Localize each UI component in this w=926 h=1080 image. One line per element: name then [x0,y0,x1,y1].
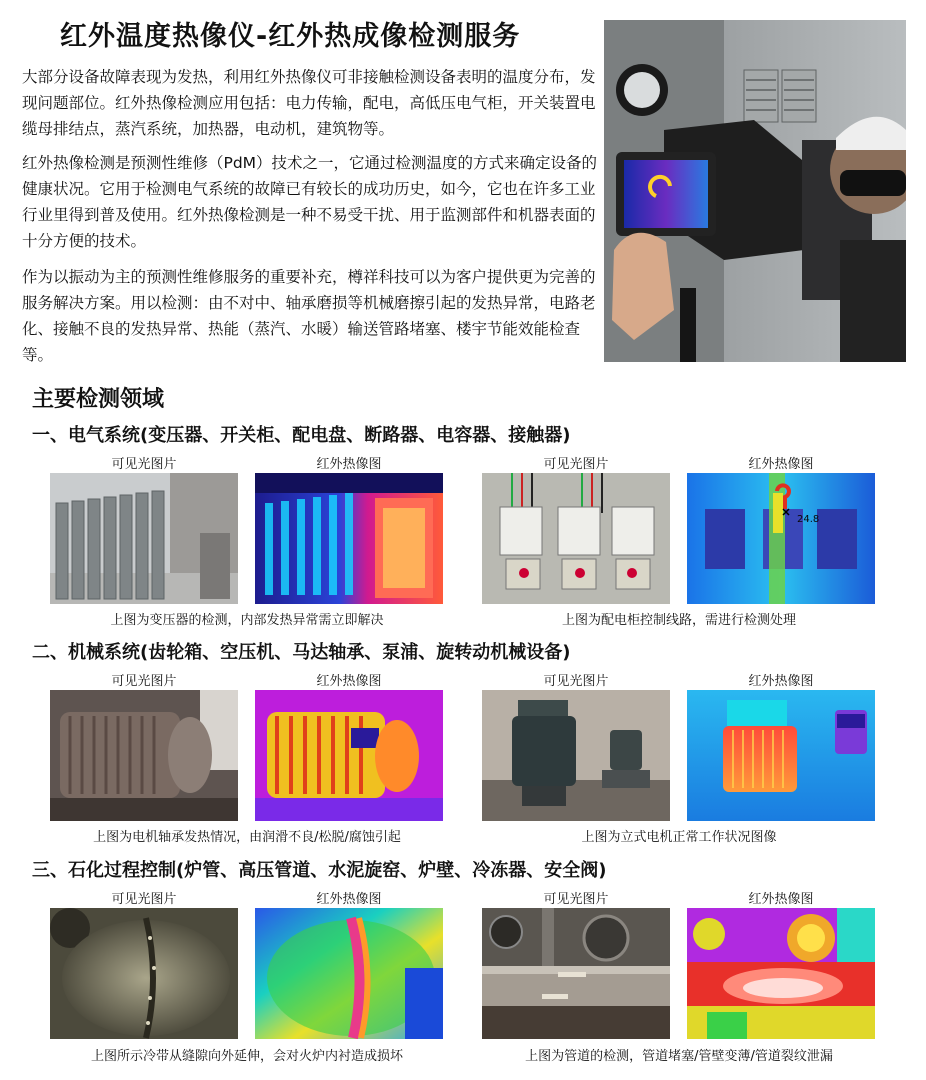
category-title-mechanical: 二、机械系统(齿轮箱、空压机、马达轴承、泵浦、旋转动机械设备) [32,642,571,663]
pipeline-visible-photo [482,908,670,1039]
temperature-readout: 24.8 [797,514,820,525]
label-visible: 可见光图片 [111,892,177,907]
section-title: 主要检测领域 [32,387,165,412]
furnace-pipe-visible-photo [50,908,238,1039]
motor-visible-photo [50,690,238,821]
category-title-petrochemical: 三、石化过程控制(炉管、高压管道、水泥旋窑、炉壁、冷冻器、安全阀) [32,860,607,881]
label-visible: 可见光图片 [543,457,609,472]
label-thermal: 红外热像图 [316,674,382,689]
furnace-pipe-thermal-photo [255,908,443,1039]
label-thermal: 红外热像图 [748,457,814,472]
transformer-visible-photo [50,473,238,604]
pipeline-thermal-photo [687,908,875,1039]
intro-paragraph-3: 作为以振动为主的预测性维修服务的重要补充，樽祥科技可以为客户提供更为完善的服务解决方案。用以检测：由不对中、轴承磨损等机械磨擦引起的发热异常，电路老化、接触不良的发热异常、热能（蒸汽、水暖）输送管路堵塞、楼宇节能效能检查等。 [22,268,596,364]
vertical-motor-visible-photo [482,690,670,821]
label-visible: 可见光图片 [543,674,609,689]
hero-thermal-camera-photo [604,20,906,362]
caption-motor-bearing: 上图为电机轴承发热情况，由润滑不良/松脱/腐蚀引起 [93,830,401,845]
intro-paragraph-2: 红外热像检测是预测性维修（PdM）技术之一，它通过检测温度的方式来确定设备的健康状况。它用于检测电气系统的故障已有较长的成功历史，如今，它也在许多工业行业里得到普及使用。红外热像检测是一种不易受干扰、用于监测部件和机器表面的十分方便的技术。 [22,154,598,250]
distribution-panel-thermal-photo [687,473,875,604]
caption-transformer: 上图为变压器的检测，内部发热异常需立即解决 [110,613,384,628]
caption-distribution-panel: 上图为配电柜控制线路，需进行检测处理 [561,613,796,628]
label-visible: 可见光图片 [111,457,177,472]
caption-vertical-motor: 上图为立式电机正常工作状况图像 [581,830,777,845]
transformer-thermal-photo [255,473,443,604]
distribution-panel-visible-photo [482,473,670,604]
label-thermal: 红外热像图 [316,457,382,472]
label-visible: 可见光图片 [111,674,177,689]
label-visible: 可见光图片 [543,892,609,907]
page-title: 红外温度热像仪-红外热成像检测服务 [60,21,521,52]
label-thermal: 红外热像图 [748,892,814,907]
label-thermal: 红外热像图 [748,674,814,689]
category-title-electrical: 一、电气系统(变压器、开关柜、配电盘、断路器、电容器、接触器) [32,425,571,446]
vertical-motor-thermal-photo [687,690,875,821]
caption-pipeline: 上图为管道的检测，管道堵塞/管壁变薄/管道裂纹泄漏 [525,1049,833,1064]
intro-paragraph-1: 大部分设备故障表现为发热，利用红外热像仪可非接触检测设备表明的温度分布，发现问题部位。红外热像检测应用包括：电力传输，配电，高低压电气柜，开关装置电缆母排结点，蒸汽系统，加热器，电动机，建筑物等。 [22,68,596,138]
label-thermal: 红外热像图 [316,892,382,907]
caption-furnace-pipe: 上图所示冷带从缝隙向外延伸，会对火炉内衬造成损坏 [90,1049,403,1064]
motor-thermal-photo [255,690,443,821]
